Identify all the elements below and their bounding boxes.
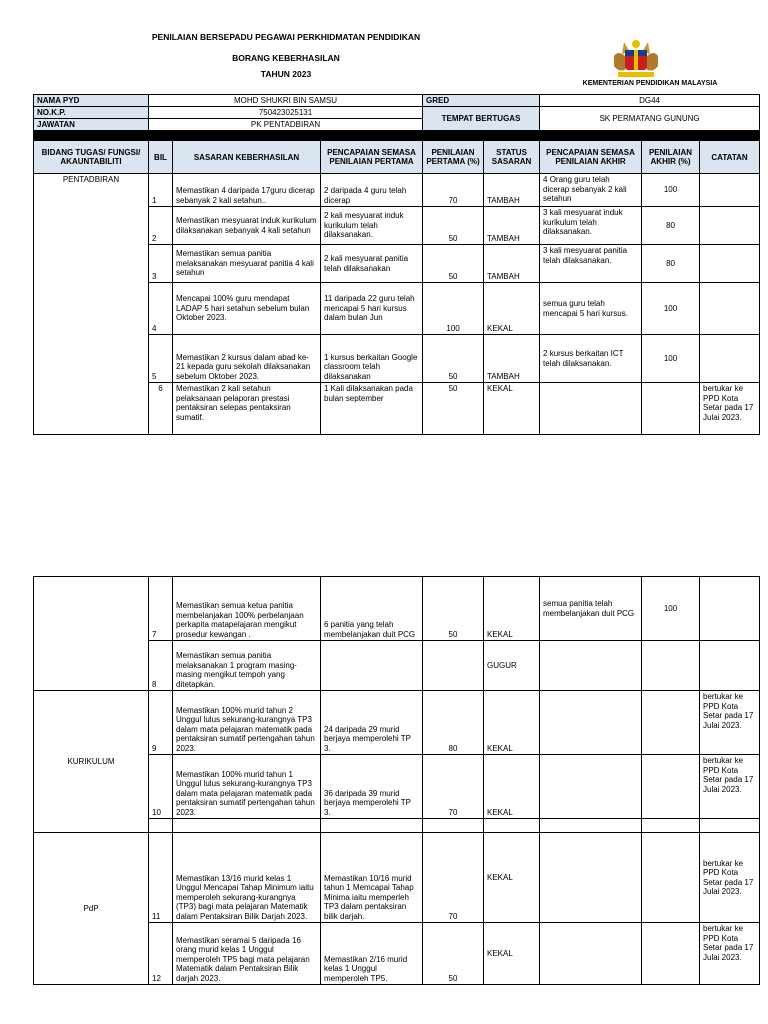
row-penilaian1: 50 [423,383,484,435]
row-pencapaian1: Memastikan 10/16 murid tahun 1 Memcapai Tahap Minima iaitu memperleh TP3 dalam pentaksiran bilik darjah. [321,833,423,923]
row-penilaian1: 50 [423,207,484,245]
row-penilaian1: 50 [423,245,484,283]
row-bil: 6 [149,383,173,435]
row-penilaian1: 50 [423,923,484,985]
col-sasaran: SASARAN KEBERHASILAN [173,141,321,174]
row-status: KEKAL [484,691,540,755]
row-pencapaian2 [540,833,642,923]
row-pencapaian1: 36 daripada 39 murid berjaya memperolehi TP 3. [321,755,423,819]
jawatan-value: PK PENTADBIRAN [149,119,423,131]
row-penilaian1: 70 [423,174,484,207]
bidang-blank [34,577,149,691]
row-penilaian2 [642,755,700,819]
row-penilaian2: 80 [642,245,700,283]
row-bil: 5 [149,335,173,383]
row-sasaran: Memastikan semua panitia melaksanakan 1 program masing-masing mengikut tempoh yang ditetapkan. [173,641,321,691]
form-year: TAHUN 2023 [260,69,312,79]
evaluation-table-page1 [33,94,760,435]
row-sasaran: Memastikan 100% murid tahun 2 Unggul lulus sekurang-kurangnya TP3 dalam mata pelajaran matematik pada pentaksiran sumatif pertengahan tahun 2023. [173,691,321,755]
row-sasaran: Memastikan 13/16 murid kelas 1 Unggul Mencapai Tahap Minimum iaitu memperoleh sekurang-kurangnya (TP3) bagi mata pelajaran Matematik dalam Pentaksiran Bilik Darjah 2023. [173,833,321,923]
row-pencapaian2 [540,691,642,755]
row-sasaran: Memastikan 4 daripada 17guru dicerap sebanyak 2 kali setahun.. [173,174,321,207]
row-penilaian1: 50 [423,335,484,383]
row-catatan: bertukar ke PPD Kota Setar pada 17 Julai 2023. [700,833,760,923]
col-catatan: CATATAN [700,141,760,174]
row-status: TAMBAH [484,245,540,283]
row-pencapaian1 [321,641,423,691]
row-sasaran: Memastikan 2 kursus dalam abad ke-21 kepada guru sekolah dilaksanakan sebelum Oktober 2023. [173,335,321,383]
row-status: KEKAL [484,923,540,985]
row-bil: 10 [149,755,173,819]
row-status: KEKAL [484,383,540,435]
row-pencapaian1: 1 Kali dilaksanakan pada bulan september [321,383,423,435]
row-pencapaian1: 2 daripada 4 guru telah dicerap [321,174,423,207]
row-status: GUGUR [484,641,540,691]
row-bil: 2 [149,207,173,245]
table-row [34,833,760,923]
row-catatan [700,335,760,383]
malaysia-coat-of-arms-icon [610,38,662,80]
gred-value: DG44 [540,95,760,107]
row-bil: 1 [149,174,173,207]
row-pencapaian2 [540,755,642,819]
evaluation-table-page2 [33,576,760,985]
row-bil: 12 [149,923,173,985]
row-penilaian1: 100 [423,283,484,335]
row-pencapaian1: 2 kali mesyuarat induk kurikulum telah dilaksanakan. [321,207,423,245]
row-pencapaian2 [540,383,642,435]
row-status: KEKAL [484,283,540,335]
row-status: TAMBAH [484,174,540,207]
row-pencapaian1: 6 panitia yang telah membelanjakan duit PCG [321,577,423,641]
row-bil: 3 [149,245,173,283]
row-bil: 8 [149,641,173,691]
row-penilaian1: 80 [423,691,484,755]
nokp-label: NO.K.P. [34,107,149,119]
row-pencapaian2: 4 Orang guru telah dicerap sebanyak 2 kali setahun [540,174,642,207]
row-sasaran: Memastikan 2 kali setahun pelaksanaan pelaporan prestasi pentaksiran selepas pentaksiran sumatif. [173,383,321,435]
row-pencapaian1: Memastikan 2/16 murid kelas 1 Unggul memperoleh TP5. [321,923,423,985]
row-penilaian2 [642,383,700,435]
row-status: KEKAL [484,833,540,923]
row-penilaian2: 100 [642,577,700,641]
row-penilaian2: 100 [642,335,700,383]
row-penilaian1 [423,641,484,691]
row-sasaran: Memastikan seramai 5 daripada 16 orang murid kelas 1 Unggul memperoleh TP5 bagi mata pelajaran Matematik dalam Pentaksiran Bilik darjah 2023. [173,923,321,985]
row-penilaian1: 70 [423,755,484,819]
row-catatan [700,577,760,641]
row-sasaran: Memastikan mesyuarat induk kurikulum dilaksanakan sebanyak 4 kali setahun [173,207,321,245]
row-penilaian2: 100 [642,283,700,335]
row-pencapaian2: 3 kali mesyuarat induk kurikulum telah dilaksanakan. [540,207,642,245]
row-catatan [700,641,760,691]
row-bil: 11 [149,833,173,923]
col-status: STATUS SASARAN [484,141,540,174]
row-status: TAMBAH [484,335,540,383]
row-status: TAMBAH [484,207,540,245]
bidang-kurikulum: KURIKULUM [34,691,149,833]
row-pencapaian2 [540,641,642,691]
row-pencapaian1: 2 kali mesyuarat panitia telah dilaksanakan [321,245,423,283]
row-catatan: bertukar ke PPD Kota Setar pada 17 Julai 2023. [700,383,760,435]
divider-bar [34,131,760,141]
row-sasaran: Memastikan semua ketua panitia membelanjakan 100% perbelanjaan perkapita matapelajaran mengikut prosedur kewangan . [173,577,321,641]
row-penilaian2 [642,833,700,923]
row-sasaran: Mencapai 100% guru mendapat LADAP 5 hari setahun sebelum bulan Oktober 2023. [173,283,321,335]
col-penilaian2: PENILAIAN AKHIR (%) [642,141,700,174]
tempat-value: SK PERMATANG GUNUNG [540,107,760,131]
row-pencapaian1: 24 daripada 29 murid berjaya memperolehi TP 3. [321,691,423,755]
row-pencapaian2: 2 kursus berkaitan ICT telah dilaksanakan. [540,335,642,383]
col-pencapaian2: PENCAPAIAN SEMASA PENILAIAN AKHIR [540,141,642,174]
bidang-pdp: PdP [34,833,149,985]
row-catatan [700,174,760,207]
row-penilaian1: 50 [423,577,484,641]
col-pencapaian1: PENCAPAIAN SEMASA PENILAIAN PERTAMA [321,141,423,174]
col-bidang: BIDANG TUGAS/ FUNGSI/ AKAUNTABILITI [34,141,149,174]
row-pencapaian1: 11 daripada 22 guru telah mencapai 5 hari kursus dalam bulan Jun [321,283,423,335]
nama-value: MOHD SHUKRI BIN SAMSU [149,95,423,107]
row-pencapaian2: 3 kali mesyuarat panitia telah dilaksanakan. [540,245,642,283]
bidang-pentadbiran: PENTADBIRAN [34,174,149,435]
row-catatan [700,245,760,283]
nama-label: NAMA PYD [34,95,149,107]
row-pencapaian2: semua panitia telah membelanjakan duit PCG [540,577,642,641]
col-bil: BIL [149,141,173,174]
form-name: BORANG KEBERHASILAN [232,53,340,63]
table-row [34,691,760,755]
row-catatan [700,283,760,335]
row-sasaran: Memastikan 100% murid tahun 1 Unggul lulus sekurang-kurangnya TP3 dalam mata pelajaran matematik pada pentaksiran sumatif pertengahan tahun 2023. [173,755,321,819]
row-bil: 9 [149,691,173,755]
table-row [34,174,760,207]
row-pencapaian1: 1 kursus berkaitan Google classroom telah dilaksanakan [321,335,423,383]
row-pencapaian2 [540,923,642,985]
row-catatan: bertukar ke PPD Kota Setar pada 17 Julai 2023. [700,691,760,755]
row-penilaian2: 100 [642,174,700,207]
row-bil: 4 [149,283,173,335]
row-status: KEKAL [484,755,540,819]
table-row [34,577,760,641]
row-penilaian2 [642,691,700,755]
ministry-name: KEMENTERIAN PENDIDIKAN MALAYSIA [582,80,718,87]
col-penilaian1: PENILAIAN PERTAMA (%) [423,141,484,174]
row-pencapaian2: semua guru telah mencapai 5 hari kursus. [540,283,642,335]
row-bil: 7 [149,577,173,641]
row-penilaian2 [642,923,700,985]
row-penilaian2 [642,641,700,691]
row-catatan: bertukar ke PPD Kota Setar pada 17 Julai 2023. [700,923,760,985]
row-penilaian2: 80 [642,207,700,245]
row-penilaian1: 70 [423,833,484,923]
nokp-value: 750423025131 [149,107,423,119]
row-catatan [700,207,760,245]
tempat-label: TEMPAT BERTUGAS [423,107,540,131]
jawatan-label: JAWATAN [34,119,149,131]
form-title: PENILAIAN BERSEPADU PEGAWAI PERKHIDMATAN PENDIDIKAN [151,32,421,42]
row-sasaran: Memastikan semua panitia melaksanakan mesyuarat panitia 4 kali setahun [173,245,321,283]
row-catatan: bertukar ke PPD Kota Setar pada 17 Julai 2023. [700,755,760,819]
row-status: KEKAL [484,577,540,641]
gred-label: GRED [423,95,540,107]
